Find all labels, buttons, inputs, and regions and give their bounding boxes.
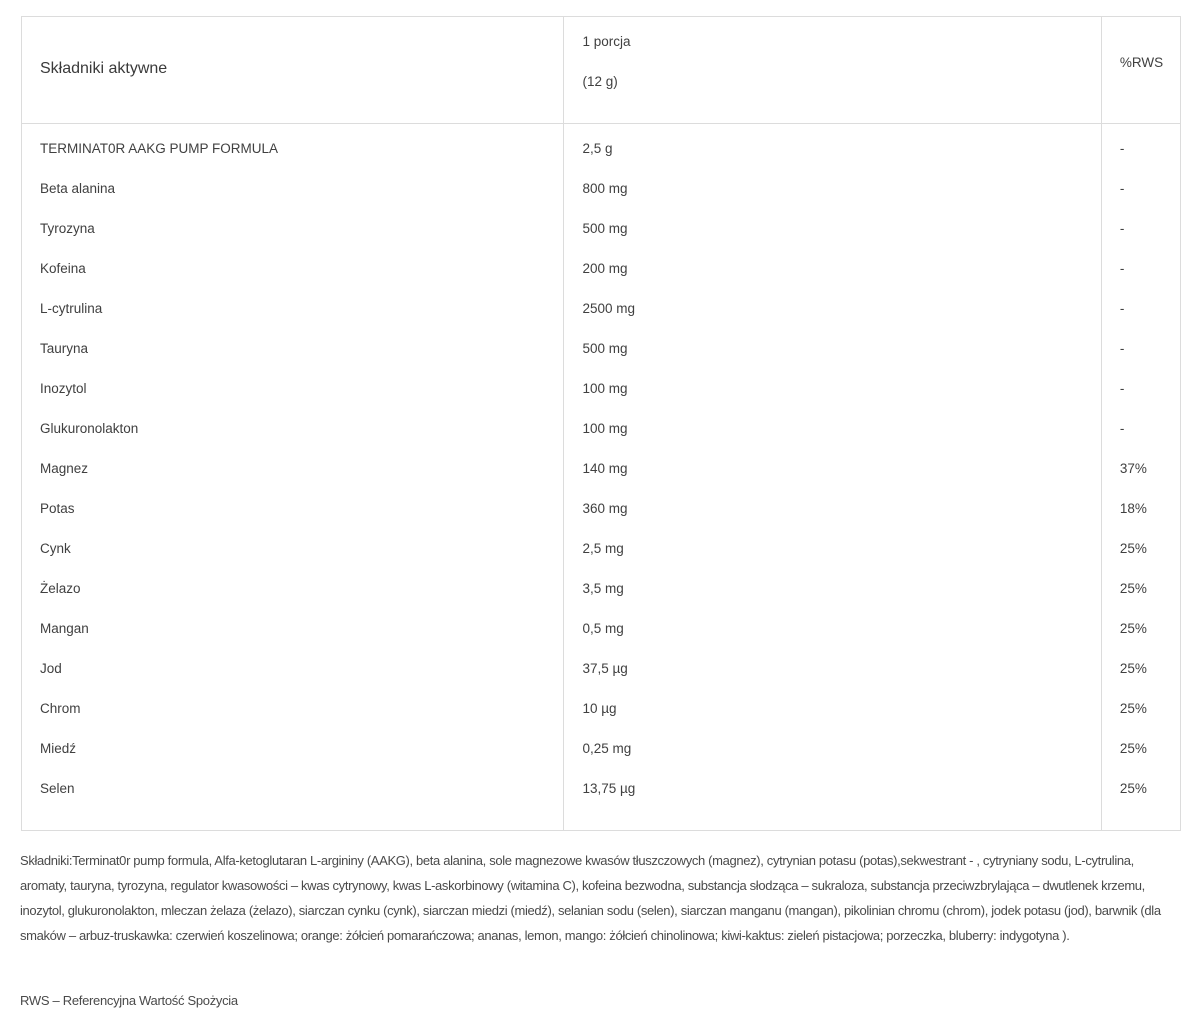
rws-value-cell: - xyxy=(1119,261,1125,276)
nutrition-table xyxy=(21,16,1181,831)
amount-cell: 2500 mg xyxy=(582,301,635,316)
header-ingredient-cell xyxy=(22,17,564,124)
rws-value-cell: 25% xyxy=(1119,661,1147,676)
ingredient-name-cell: Inozytol xyxy=(40,381,87,396)
header-serving-cell xyxy=(564,17,1101,124)
rws-value-cell: - xyxy=(1119,181,1125,196)
rws-value-cell: 25% xyxy=(1119,621,1147,636)
rws-value-cell: 25% xyxy=(1119,781,1147,796)
ingredient-name-cell: Chrom xyxy=(40,701,81,716)
ingredient-name-cell: Kofeina xyxy=(40,261,86,276)
ingredient-name-cell: TERMINAT0R AAKG PUMP FORMULA xyxy=(40,141,279,156)
ingredient-name-cell: Potas xyxy=(40,501,75,516)
amount-cell: 2,5 g xyxy=(582,141,613,156)
ingredient-name-cell: Selen xyxy=(40,781,75,796)
ingredient-name-cell: Glukuronolakton xyxy=(40,421,139,436)
header-rws-cell xyxy=(1101,17,1180,124)
rws-value-cell: - xyxy=(1119,301,1125,316)
amount-cell: 37,5 µg xyxy=(582,661,628,676)
amount-column xyxy=(564,124,1101,831)
rws-value-cell: 25% xyxy=(1119,541,1147,556)
table-header-row xyxy=(22,17,1181,124)
ingredients-list-text: Składniki:Terminat0r pump formula, Alfa-ketoglutaran L-argininy (AAKG), beta alanina, sole magnezowe kwasów tłuszczowych (magnez), cytrynian potasu (potas),sekwestrant - , cytryniany sodu, L-cytrulina, aromaty, tauryna, tyrozyna, regulator kwasowości – kwas cytrynowy, kwas L-askorbinowy (witamina C), kofeina bezwodna, substancja słodząca – sukraloza, substancja przeciwzbrylająca – dwutlenek krzemu, inozytol, glukuronolakton, mleczan żelaza (żelazo), siarczan cynku (cynk), siarczan miedzi (miedź), selanian sodu (selen), siarczan manganu (mangan), pikolinian chromu (chrom), jodek potasu (jod), barwnik (dla smaków – arbuz-truskawka: czerwień koszelinowa; orange: żółcień pomarańczowa; ananas, lemon, mango: żółcień chinolinowa; kiwi-kaktus: zieleń pistacjowa; porzeczka, bluberry: indygotyna ). xyxy=(20,853,1161,943)
rws-value-cell: - xyxy=(1119,141,1125,156)
amount-cell: 500 mg xyxy=(582,221,628,236)
amount-cell: 0,25 mg xyxy=(582,741,632,756)
rws-value-cell: 25% xyxy=(1119,741,1147,756)
amount-cell: 10 µg xyxy=(582,701,617,716)
amount-cell: 100 mg xyxy=(582,421,628,436)
amount-cell: 200 mg xyxy=(582,261,628,276)
rws-value-cell: - xyxy=(1119,381,1125,396)
amount-cell: 0,5 mg xyxy=(582,621,624,636)
ingredient-name-cell: Jod xyxy=(40,661,62,676)
header-serving-label: 1 porcja xyxy=(582,34,631,49)
rws-value-cell: - xyxy=(1119,341,1125,356)
rws-value-cell: - xyxy=(1119,421,1125,436)
ingredient-column xyxy=(22,124,564,831)
ingredient-name-cell: Magnez xyxy=(40,461,89,476)
ingredient-name-cell: L-cytrulina xyxy=(40,301,103,316)
amount-cell: 13,75 µg xyxy=(582,781,636,796)
ingredient-name-cell: Cynk xyxy=(40,541,71,556)
rws-value-cell: - xyxy=(1119,221,1125,236)
ingredient-name-cell: Tauryna xyxy=(40,341,89,356)
amount-cell: 140 mg xyxy=(582,461,628,476)
header-serving-weight: (12 g) xyxy=(582,74,618,89)
rws-value-cell: 25% xyxy=(1119,701,1147,716)
ingredient-name-cell: Żelazo xyxy=(40,581,81,596)
header-ingredient-label: Składniki aktywne xyxy=(40,60,168,77)
amount-cell: 800 mg xyxy=(582,181,628,196)
amount-cell: 500 mg xyxy=(582,341,628,356)
header-rws-label: %RWS xyxy=(1119,55,1164,70)
rws-column xyxy=(1101,124,1180,831)
rws-value-cell: 37% xyxy=(1119,461,1147,476)
rws-value-cell: 25% xyxy=(1119,581,1147,596)
amount-cell: 100 mg xyxy=(582,381,628,396)
rws-value-cell: 18% xyxy=(1119,501,1147,516)
amount-cell: 2,5 mg xyxy=(582,541,624,556)
rws-footnote: RWS – Referencyjna Wartość Spożycia xyxy=(20,993,238,1008)
ingredient-name-cell: Tyrozyna xyxy=(40,221,95,236)
amount-cell: 3,5 mg xyxy=(582,581,624,596)
table-body-row xyxy=(22,124,1181,831)
ingredient-name-cell: Beta alanina xyxy=(40,181,116,196)
ingredient-name-cell: Mangan xyxy=(40,621,89,636)
amount-cell: 360 mg xyxy=(582,501,628,516)
ingredient-name-cell: Miedź xyxy=(40,741,77,756)
